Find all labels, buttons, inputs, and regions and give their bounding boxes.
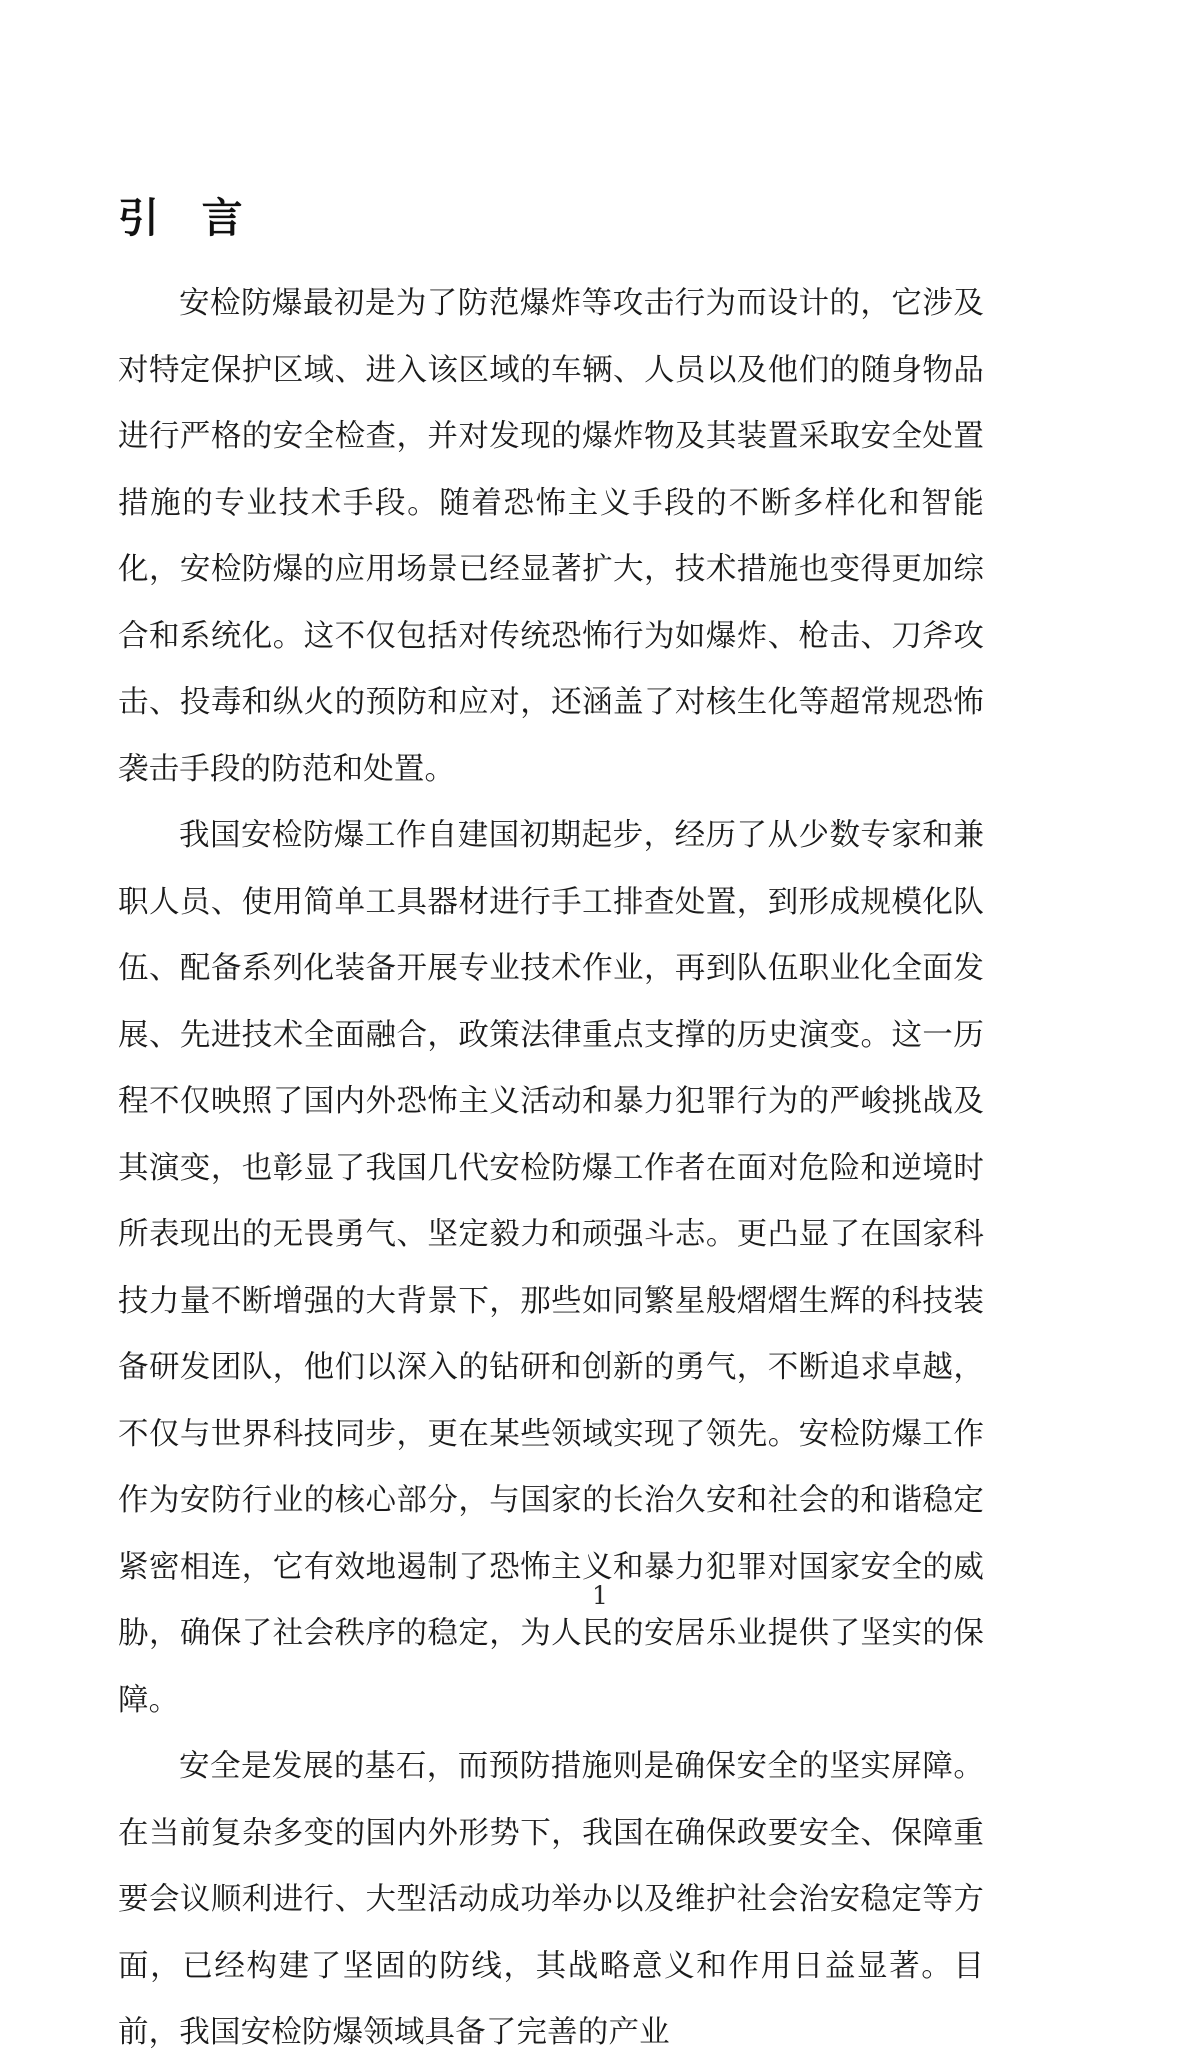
page-title: 引 言 <box>118 194 244 242</box>
page-content <box>118 0 984 2067</box>
paragraph-3: 安全是发展的基石，而预防措施则是确保安全的坚实屏障。在当前复杂多变的国内外形势下，我国在确保政要安全、保障重要会议顺利进行、大型活动成功举办以及维护社会治安稳定等方面，已经构建了坚固的防线，其战略意义和作用日益显著。目前，我国安检防爆领域具备了完善的产业 <box>118 1749 984 2050</box>
paragraph-1: 安检防爆最初是为了防范爆炸等攻击行为而设计的，它涉及对特定保护区域、进入该区域的车辆、人员以及他们的随身物品进行严格的安全检查，并对发现的爆炸物及其装置采取安全处置措施的专业技术手段。随着恐怖主义手段的不断多样化和智能化，安检防爆的应用场景已经显著扩大，技术措施也变得更加综合和系统化。这不仅包括对传统恐怖行为如爆炸、枪击、刀斧攻击、投毒和纵火的预防和应对，还涵盖了对核生化等超常规恐怖袭击手段的防范和处置。 <box>118 286 984 787</box>
page-number: 1 <box>592 1581 608 1610</box>
paragraph-2: 我国安检防爆工作自建国初期起步，经历了从少数专家和兼职人员、使用简单工具器材进行手工排查处置，到形成规模化队伍、配备系列化装备开展专业技术作业，再到队伍职业化全面发展、先进技术全面融合，政策法律重点支撑的历史演变。这一历程不仅映照了国内外恐怖主义活动和暴力犯罪行为的严峻挑战及其演变，也彰显了我国几代安检防爆工作者在面对危险和逆境时所表现出的无畏勇气、坚定毅力和顽强斗志。更凸显了在国家科技力量不断增强的大背景下，那些如同繁星般熠熠生辉的科技装备研发团队，他们以深入的钻研和创新的勇气，不断追求卓越，不仅与世界科技同步，更在某些领域实现了领先。安检防爆工作作为安防行业的核心部分，与国家的长治久安和社会的和谐稳定紧密相连，它有效地遏制了恐怖主义和暴力犯罪对国家安全的威胁，确保了社会秩序的稳定，为人民的安居乐业提供了坚实的保障。 <box>118 818 984 1718</box>
body-text <box>118 271 984 2067</box>
